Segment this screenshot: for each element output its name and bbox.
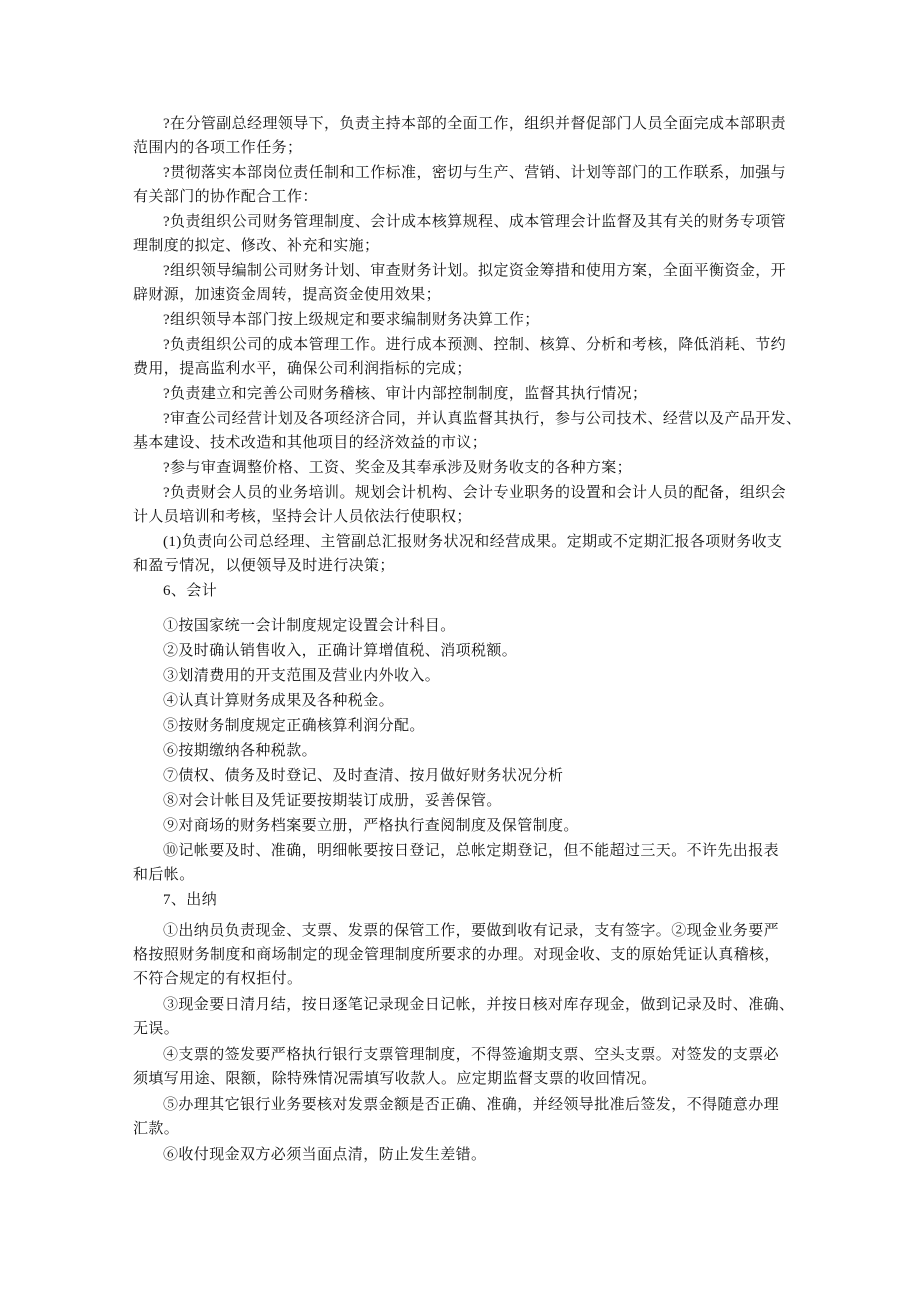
duty-item — [133, 259, 853, 307]
section-heading: 6、会计 — [163, 583, 218, 599]
cashier-line: ⑤办理其它银行业务要核对发票金额是否正确、准确，并经领导批准后签发，不得随意办理 — [163, 1097, 780, 1113]
cashier-item — [133, 1043, 853, 1091]
accounting-item — [133, 614, 853, 638]
accounting-line: ⑤按财务制度规定正确核算利润分配。 — [163, 718, 425, 734]
duty-line: 辟财源，加速资金周转，提高资金使用效果； — [133, 287, 442, 303]
accounting-item — [133, 689, 853, 713]
accounting-line: ④认真计算财务成果及各种税金。 — [163, 693, 395, 709]
duty-line: ?参与审查调整价格、工资、奖金及其奉承涉及财务收支的各种方案； — [163, 460, 633, 476]
cashier-item — [133, 993, 853, 1041]
section-heading: 7、出纳 — [163, 892, 218, 908]
cashier-item — [133, 1143, 853, 1167]
duty-item — [133, 308, 853, 332]
duty-line: ?负责建立和完善公司财务稽核、审计内部控制制度，监督其执行情况； — [163, 386, 648, 402]
cashier-section — [133, 888, 853, 1167]
cashier-line: 格按照财务制度和商场制定的现金管理制度所要求的办理。对现金收、支的原始凭证认真稽核， — [133, 947, 780, 963]
cashier-line: 须填写用途、限额，除特殊情况需填写收款人。应定期监督支票的收回情况。 — [133, 1071, 657, 1087]
duty-item — [133, 456, 853, 480]
duty-item — [133, 481, 853, 529]
accounting-line: ⑨对商场的财务档案要立册，严格执行查阅制度及保管制度。 — [163, 818, 579, 834]
duty-line: 理制度的拟定、修改、补充和实施； — [133, 238, 380, 254]
cashier-line: ④支票的签发要严格执行银行支票管理制度，不得签逾期支票、空头支票。对签发的支票必 — [163, 1047, 780, 1063]
duty-item — [133, 530, 853, 578]
cashier-line: ①出纳员负责现金、支票、发票的保管工作，要做到收有记录，支有签字。②现金业务要严 — [163, 923, 780, 939]
accounting-section — [133, 579, 853, 887]
accounting-line: ③划清费用的开支范围及营业内外收入。 — [163, 668, 441, 684]
duty-line: ?负责财会人员的业务培训。规划会计机构、会计专业职务的设置和会计人员的配备，组织会 — [163, 485, 787, 501]
duties-list — [133, 112, 853, 578]
duty-line: 范围内的各项工作任务； — [133, 140, 303, 156]
duty-item — [133, 333, 853, 381]
accounting-line: ⑩记帐要及时、准确，明细帐要按日登记，总帐定期登记，但不能超过三天。不许先出报表 — [163, 843, 780, 859]
accounting-item — [133, 764, 853, 788]
accounting-line: ⑥按期缴纳各种税款。 — [163, 743, 318, 759]
document-body — [133, 111, 853, 1167]
duty-line: 费用，提高监利水平，确保公司利润指标的完成； — [133, 361, 472, 377]
cashier-item — [133, 919, 853, 991]
accounting-line: ⑦债权、债务及时登记、及时查清、按月做好财务状况分析 — [163, 768, 564, 784]
duty-line: 有关部门的协作配合工作： — [133, 189, 318, 205]
duty-line: 计人员培训和考核，坚持会计人员依法行使职权； — [133, 509, 472, 525]
duty-line: 和盈亏情况，以便领导及时进行决策； — [133, 558, 395, 574]
duty-line: ?负责组织公司的成本管理工作。进行成本预测、控制、核算、分析和考核，降低消耗、节约 — [163, 337, 787, 353]
accounting-line: 和后帐。 — [133, 867, 195, 883]
duty-line: ?贯彻落实本部岗位责任制和工作标准，密切与生产、营销、计划等部门的工作联系，加强与 — [163, 165, 787, 181]
accounting-item — [133, 839, 853, 887]
accounting-line: ②及时确认销售收入，正确计算增值税、消项税额。 — [163, 643, 518, 659]
accounting-item — [133, 739, 853, 763]
accounting-line: ⑧对会计帐目及凭证要按期装订成册，妥善保管。 — [163, 793, 502, 809]
accounting-line: ①按国家统一会计制度规定设置会计科目。 — [163, 618, 456, 634]
cashier-line: ⑥收付现金双方必须当面点清，防止发生差错。 — [163, 1147, 487, 1163]
accounting-item — [133, 814, 853, 838]
cashier-line: ③现金要日清月结，按日逐笔记录现金日记帐，并按日核对库存现金，做到记录及时、准确、 — [163, 997, 795, 1013]
duty-item — [133, 407, 853, 455]
duty-line: ?组织领导编制公司财务计划、审查财务计划。拟定资金筹措和使用方案，全面平衡资金，开 — [163, 263, 787, 279]
accounting-item — [133, 664, 853, 688]
duty-line: ?在分管副总经理领导下，负责主持本部的全面工作，组织并督促部门人员全面完成本部职责 — [163, 116, 787, 132]
accounting-item — [133, 639, 853, 663]
duty-item — [133, 210, 853, 258]
duty-line: ?负责组织公司财务管理制度、会计成本核算规程、成本管理会计监督及其有关的财务专项管 — [163, 214, 787, 230]
accounting-item — [133, 789, 853, 813]
duty-item — [133, 382, 853, 406]
duty-item — [133, 112, 853, 160]
accounting-item — [133, 714, 853, 738]
cashier-item — [133, 1093, 853, 1141]
duty-item — [133, 161, 853, 209]
duty-line: (1)负责向公司总经理、主管副总汇报财务状况和经营成果。定期或不定期汇报各项财务收支 — [163, 534, 783, 550]
cashier-line: 不符合规定的有权拒付。 — [133, 971, 303, 987]
cashier-line: 汇款。 — [133, 1121, 180, 1137]
duty-line: ?组织领导本部门按上级规定和要求编制财务决算工作； — [163, 312, 540, 328]
duty-line: 基本建设、技术改造和其他项目的经济效益的市议； — [133, 435, 488, 451]
duty-line: ?审查公司经营计划及各项经济合同，并认真监督其执行，参与公司技术、经营以及产品开发、 — [163, 411, 802, 427]
cashier-line: 无误。 — [133, 1021, 180, 1037]
